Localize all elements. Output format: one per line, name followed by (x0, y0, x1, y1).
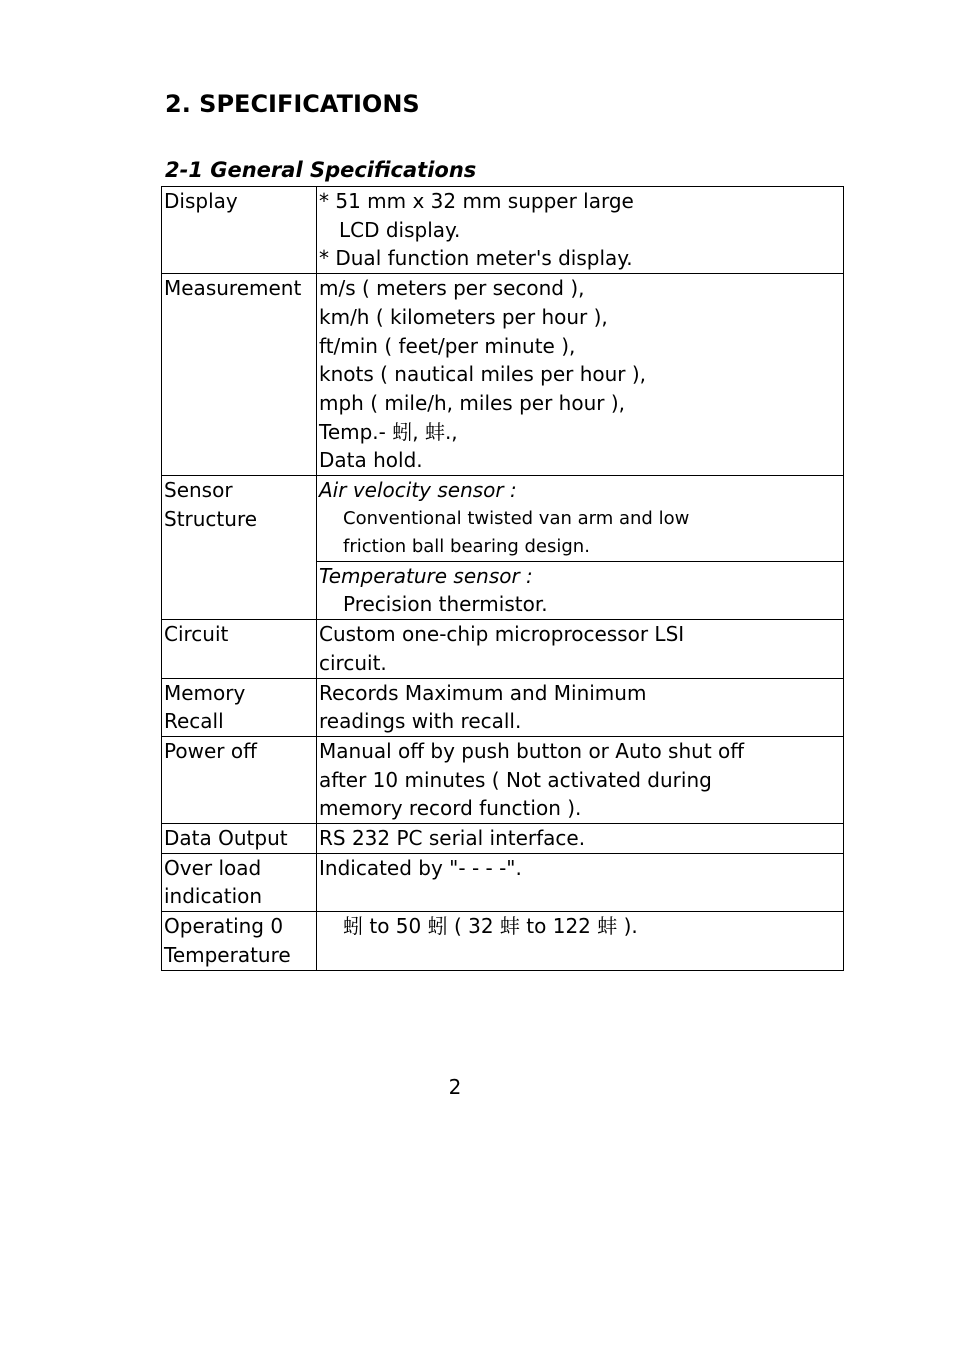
row-value-data-output: RS 232 PC serial interface. (317, 824, 844, 854)
value-line: knots ( nautical miles per hour ), (319, 362, 647, 387)
label-line: Over load (164, 855, 262, 880)
value-line: m/s ( meters per second ), (319, 276, 585, 301)
row-label-operating (162, 912, 317, 970)
label-line: Structure (164, 506, 258, 531)
row-label-sensor (162, 476, 317, 620)
table-row (162, 853, 844, 911)
row-value-power (317, 736, 844, 823)
value-line: 蚓 to 50 蚓 ( 32 蚌 to 122 蚌 ). (343, 914, 638, 939)
row-value-measurement (317, 274, 844, 476)
value-line: Custom one-chip microprocessor LSI (319, 622, 685, 647)
table-row (162, 678, 844, 736)
value-line: ft/min ( feet/per minute ), (319, 333, 576, 358)
row-label-power: Power off (162, 736, 317, 823)
row-label-overload (162, 853, 317, 911)
value-line: Data hold. (319, 448, 423, 473)
label-line: Temperature (164, 942, 291, 967)
row-value-display (317, 187, 844, 274)
value-line: mph ( mile/h, miles per hour ), (319, 390, 625, 415)
label-line: Recall (164, 709, 224, 734)
value-line: * Dual function meter's display. (319, 246, 633, 271)
row-label-display: Display (162, 187, 317, 274)
label-line: Memory (164, 680, 246, 705)
row-value-overload: Indicated by "- - - -". (317, 853, 844, 911)
label-line: indication (164, 884, 263, 909)
value-line: Air velocity sensor : (319, 478, 517, 503)
value-line: Manual off by push button or Auto shut off (319, 738, 745, 763)
row-label-memory (162, 678, 317, 736)
label-line: Sensor (164, 478, 233, 503)
value-line: * 51 mm x 32 mm supper large (319, 189, 634, 213)
value-line: readings with recall. (319, 709, 522, 734)
spec-table (161, 186, 844, 971)
section-heading: 2. SPECIFICATIONS (165, 90, 420, 118)
table-row (162, 274, 844, 476)
page-number: 2 (448, 1075, 462, 1099)
row-label-data-output: Data Output (162, 824, 317, 854)
subsection-heading: 2-1 General Specifications (165, 158, 477, 182)
value-line: circuit. (319, 650, 387, 675)
table-row (162, 912, 844, 970)
value-line: Records Maximum and Minimum (319, 680, 647, 705)
value-line: LCD display. (339, 217, 461, 242)
table-row (162, 824, 844, 854)
label-line: Operating 0 (164, 914, 284, 939)
value-line: Conventional twisted van arm and low (343, 507, 690, 529)
table-row (162, 187, 844, 274)
value-line: friction ball bearing design. (343, 535, 590, 557)
row-label-circuit: Circuit (162, 620, 317, 678)
table-row (162, 736, 844, 823)
row-value-temp-sensor (317, 561, 844, 619)
row-value-memory (317, 678, 844, 736)
value-line: after 10 minutes ( Not activated during (319, 767, 712, 792)
table-row (162, 476, 844, 562)
row-value-air-sensor (317, 476, 844, 562)
value-line: km/h ( kilometers per hour ), (319, 304, 608, 329)
value-line: Temp.- 蚓, 蚌., (319, 419, 458, 444)
value-line: memory record function ). (319, 796, 582, 821)
row-value-operating (317, 912, 844, 970)
row-label-measurement: Measurement (162, 274, 317, 476)
value-line: Precision thermistor. (343, 592, 548, 617)
table-row (162, 620, 844, 678)
row-value-circuit (317, 620, 844, 678)
value-line: Temperature sensor : (319, 563, 533, 588)
